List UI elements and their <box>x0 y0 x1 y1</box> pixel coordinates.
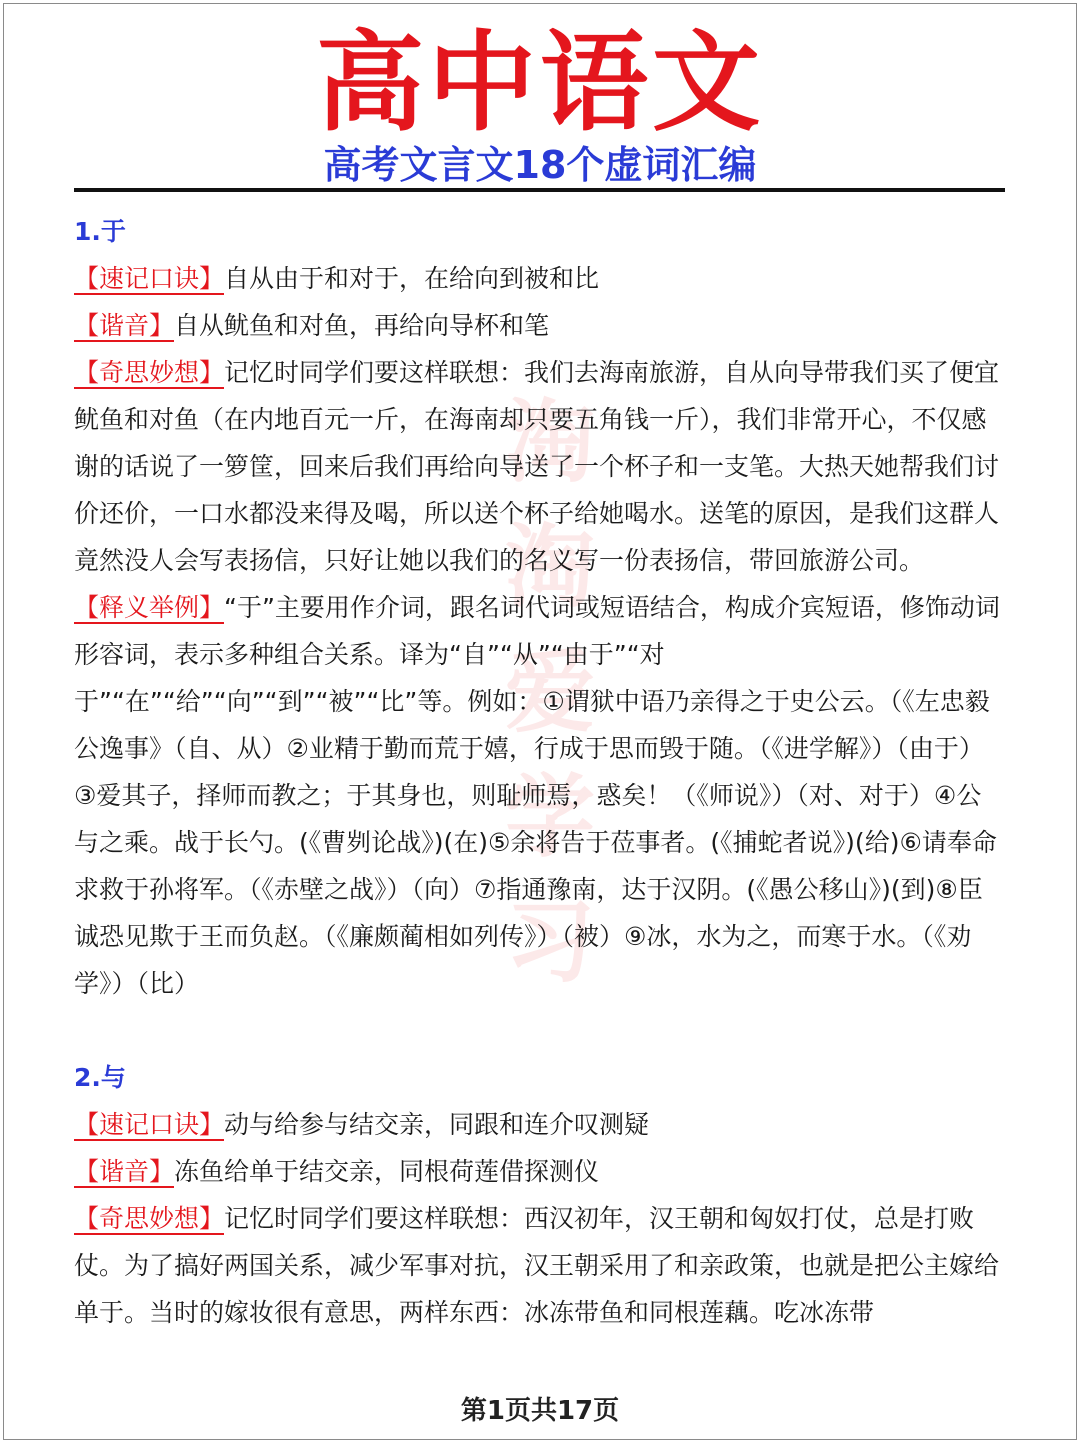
section-heading-yu: 1.于 <box>74 217 126 246</box>
tag-examples: 【释义举例】 <box>74 593 225 622</box>
page-title: 高中语文 <box>315 21 764 146</box>
watermark: 淘淘爱学习 <box>505 390 595 995</box>
imagine-paragraph <box>74 349 1006 584</box>
homophone-text: 冻鱼给单于结交亲，同根荷莲借探测仪 <box>174 1157 600 1186</box>
tag-imagine: 【奇思妙想】 <box>74 1204 225 1233</box>
mnemonic-paragraph <box>74 255 1006 302</box>
homophone-text: 自从鱿鱼和对鱼，再给向导杯和笔 <box>174 311 550 340</box>
document-body <box>74 208 1006 1336</box>
tag-imagine: 【奇思妙想】 <box>74 358 225 387</box>
homophone-paragraph <box>74 1148 1006 1195</box>
examples-paragraph <box>74 584 1006 1007</box>
tag-homophone: 【谐音】 <box>74 1157 175 1186</box>
tag-homophone: 【谐音】 <box>74 311 175 340</box>
tag-mnemonic: 【速记口诀】 <box>74 1110 225 1139</box>
header-divider <box>74 188 1005 192</box>
mnemonic-text: 动与给参与结交亲，同跟和连介叹测疑 <box>224 1110 650 1139</box>
tag-mnemonic: 【速记口诀】 <box>74 264 225 293</box>
page-number: 第1页共17页 <box>460 1396 620 1426</box>
imagine-text: 记忆时同学们要这样联想：我们去海南旅游，自从向导带我们买了便宜鱿鱼和对鱼（在内地百元一斤，在海南却只要五角钱一斤），我们非常开心，不仅感谢的话说了一箩筐，回来后我们再给向导送了一个杯子和一支笔。大热天她帮我们讨价还价，一口水都没来得及喝，所以送个杯子给她喝水。送笔的原因，是我们这群人竟然没人会写表扬信，只好让她以我们的名义写一份表扬信，带回旅游公司。 <box>74 358 1000 575</box>
imagine-paragraph <box>74 1195 1006 1336</box>
section-heading-yu2: 2.与 <box>74 1063 126 1092</box>
section-spacer <box>74 1007 1006 1054</box>
page-subtitle: 高考文言文18个虚词汇编 <box>323 143 757 187</box>
mnemonic-text: 自从由于和对于，在给向到被和比 <box>224 264 600 293</box>
mnemonic-paragraph <box>74 1101 1006 1148</box>
examples-text: “于”主要用作介词，跟名词代词或短语结合，构成介宾短语，修饰动词形容词，表示多种组合关系。译为“自”“从”“由于”“对于”“在”“给”“向”“到”“被”“比”等。例如：①谓狱中语乃亲得之于史公云。（《左忠毅公逸事》（自、从）②业精于勤而荒于嬉，行成于思而毁于随。（《进学解》）（由于）③爱其子，择师而教之；于其身也，则耻师焉，惑矣！（《师说》）（对、对于）④公与之乘。战于长勺。(《曹刿论战》)(在)⑤余将告于莅事者。(《捕蛇者说》)(给)⑥请奉命求救于孙将军。（《赤壁之战》）（向）⑦指通豫南，达于汉阴。(《愚公移山》)(到)⑧臣诚恐见欺于王而负赵。（《廉颇蔺相如列传》）（被）⑨冰，水为之，而寒于水。（《劝学》）（比） <box>74 593 1000 998</box>
imagine-text: 记忆时同学们要这样联想：西汉初年，汉王朝和匈奴打仗，总是打败仗。为了搞好两国关系，减少军事对抗，汉王朝采用了和亲政策，也就是把公主嫁给单于。当时的嫁妆很有意思，两样东西：冰冻带鱼和同根莲藕。吃冰冻带 <box>74 1204 1000 1327</box>
homophone-paragraph <box>74 302 1006 349</box>
